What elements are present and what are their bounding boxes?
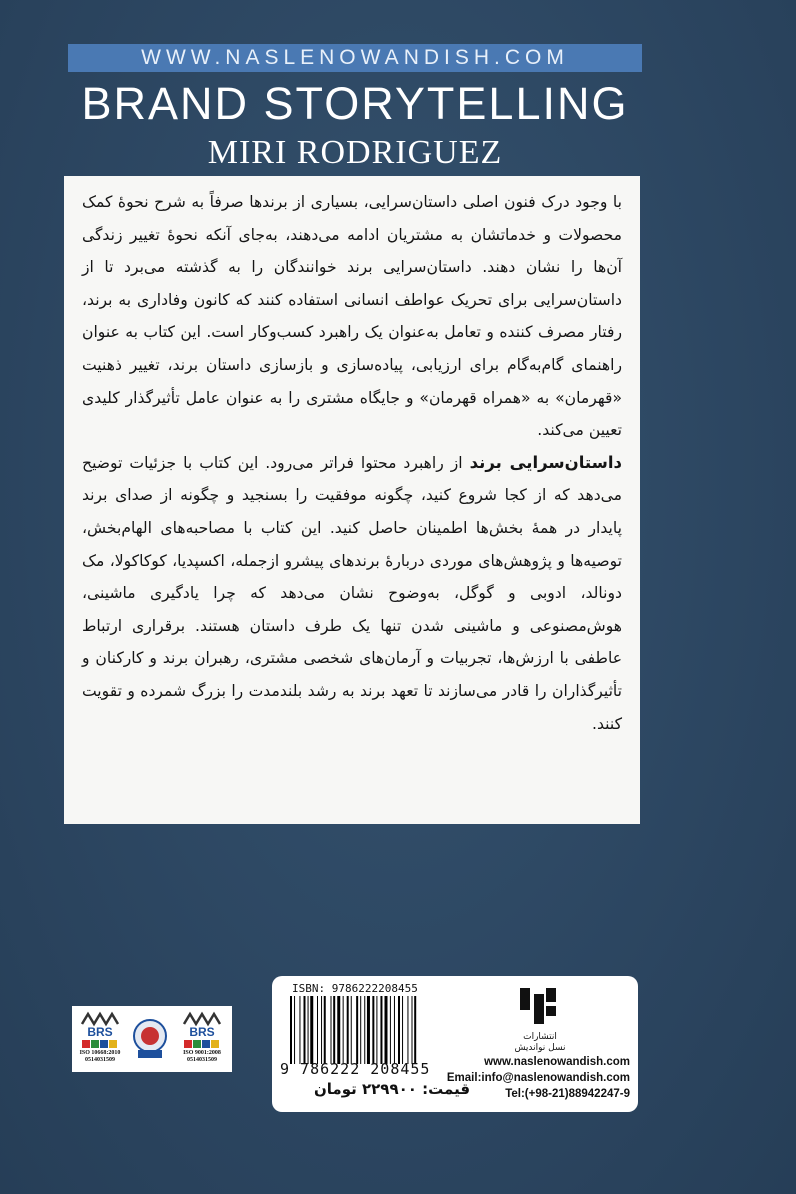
publisher-logo-icon	[516, 984, 560, 1032]
blurb-panel	[64, 176, 640, 824]
publisher-website: www.naslenowandish.com	[484, 1056, 630, 1068]
blurb-paragraph-2-text: از راهبرد محتوا فراتر می‌رود. این کتاب با جزئیات توضیح می‌دهد که از کجا شروع کنید، چگونه موفقیت را بسنجید و چگونه از صدای برند پایدار در همهٔ بخش‌ها اطمینان حاصل کنید. این کتاب با مصاحبه‌های الهام‌بخش، توصیه‌ها و پژوهش‌های موردی دربارهٔ برندهای پیشرو ازجمله، اکسپدیا، کوکاکولا، مک دونالد، ادوبی و گوگل، به‌وضوح نشان می‌دهد که چرا یادگیری ماشینی، هوش‌مصنوعی و ماشینی شدن تنها یک طرف داستان هستند. برقراری ارتباط عاطفی با ارزش‌ها، تجربیات و آرمان‌های شخصی مشتری، رهبران برند و کارکنان و تأثیرگذاران را قادر می‌سازند تا تعهد برند به رشد بلندمدت را بزرگ شمرده و تقویت کنند.	[82, 453, 622, 733]
svg-text:BRS: BRS	[189, 1025, 215, 1039]
cert-1-text: ISO 10668:2010 0514031509	[79, 1050, 121, 1063]
publisher-name: انتشارات نسل نواندیش	[514, 1032, 566, 1053]
website-text: WWW.NASLENOWANDISH.COM	[141, 46, 569, 69]
blurb-paragraph-2	[82, 447, 622, 740]
publisher-phone: Tel:(+98-21)88942247-9	[505, 1088, 630, 1100]
barcode-image	[288, 996, 454, 1064]
barcode-panel	[272, 976, 638, 1112]
book-title: BRAND STORYTELLING	[81, 78, 629, 129]
blurb-paragraph-1: با وجود درک فنون اصلی داستان‌سرایی، بسیاری از برندها صرفاً به شرح نحوهٔ کمک محصولات و خدماتشان به مشتریان ادامه می‌دهند، به‌جای آنکه نحوهٔ تغییر زندگی آن‌ها را نشان دهند. داستان‌سرایی برند خوانندگان را به گذشته می‌برد تا از داستان‌سرایی برای تحریک عواطف انسانی استفاده کنند که کانون وفاداری به برند، رفتار مصرف کننده و تعامل به‌عنوان یک راهبرد کسب‌وکار است. این کتاب به عنوان راهنمای گام‌به‌گام برای ارزیابی، پیاده‌سازی و بازسازی داستان برند، تغییر ذهنیت «قهرمان» به «همراه قهرمان» و جایگاه مشتری را به عنوان عامل تأثیرگذار کلیدی تعیین می‌کند.	[82, 193, 622, 440]
blurb-bold-phrase: داستان‌سرایی برند	[469, 452, 622, 472]
website-banner	[68, 44, 642, 72]
gob-seal-icon	[128, 1010, 172, 1068]
isbn-label: ISBN: 9786222208455	[292, 982, 418, 995]
author-name: MIRI RODRIGUEZ	[207, 134, 503, 171]
certifications-panel	[72, 1006, 232, 1072]
cert-2-text: ISO 9001:2008 0514031509	[183, 1050, 221, 1063]
publisher-email: Email:info@naslenowandish.com	[446, 1072, 630, 1084]
svg-text:BRS: BRS	[87, 1025, 113, 1039]
price-label: قیمت: ۲۲۹۹۰۰ تومان	[314, 1080, 471, 1098]
barcode-digits: 9 786222 208455	[280, 1060, 431, 1078]
